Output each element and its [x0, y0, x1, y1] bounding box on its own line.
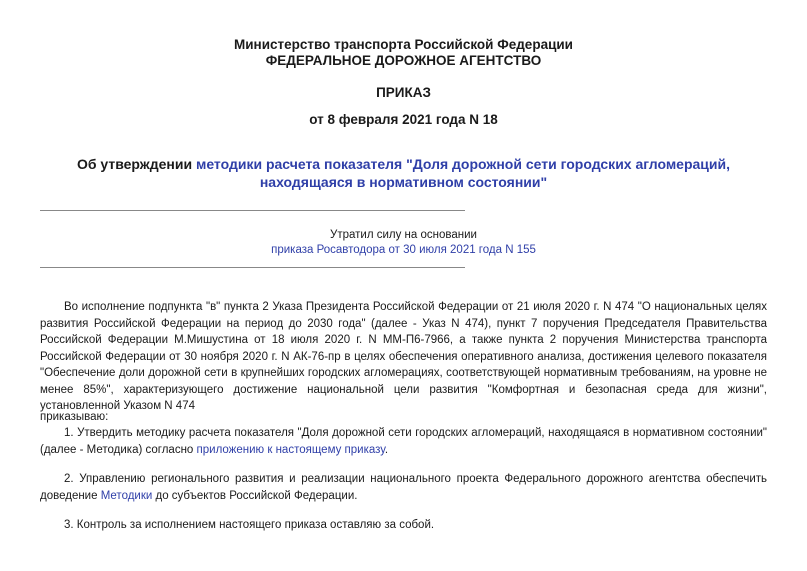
title-methodology-link[interactable]: методики расчета показателя "Доля дорожной сети городских агломераций, находящаяся в нормативном состоянии" — [195, 156, 731, 190]
preamble-paragraph: Во исполнение подпункта "в" пункта 2 Указа Президента Российской Федерации от 21 июля 2020 г. N 474 "О национальных целях развития Российской Федерации на период до 2030 года" (далее - Указ N 474), пункт 7 поручения Председателя Правительства Российской Федерации М.Мишустина от 18 июля 2020 г. N ММ-П6-7966, а также пункта 2 поручения Министерства транспорта Российской Федерации от 30 ноября 2020 г. N АК-76-пр в целях обеспечения оперативного анализа, достижения целевого показателя "Обеспечение доли дорожной сети в крупнейших городских агломерациях, соответствующей нормативным требованиям, на уровне не менее 85%", характеризующего достижение национальной цели развития "Комфортная и безопасная среда для жизни", установленной Указом N 474 — [40, 301, 767, 412]
document-type: ПРИКАЗ — [376, 85, 431, 100]
title-prefix: Об утверждении — [76, 156, 196, 172]
appendix-link[interactable]: приложению к настоящему приказу — [196, 443, 385, 456]
item-1-text: 1. Утвердить методику расчета показателя "Доля дорожной сети городских агломераций, находящаяся в нормативном состоянии" (далее - Методика) согласно — [40, 427, 767, 456]
document-date-number: от 8 февраля 2021 года N 18 — [309, 112, 498, 127]
item-3: 3. Контроль за исполнением настоящего приказа оставляю за собой. — [64, 519, 435, 531]
divider-bottom — [40, 267, 465, 268]
status-text: Утратил силу на основании — [330, 229, 477, 241]
divider-top — [40, 210, 465, 211]
item-2-end: до субъектов Российской Федерации. — [152, 489, 358, 502]
item-2-text: 2. Управлению регионального развития и реализации национального проекта Федерального дорожного агентства обеспечить доведение — [40, 473, 767, 502]
order-word: приказываю: — [40, 411, 109, 423]
item-2 — [40, 471, 767, 504]
document-title — [30, 155, 777, 191]
item-1-end: . — [384, 443, 389, 456]
item-1 — [40, 425, 767, 458]
methodology-link[interactable]: Методики — [100, 489, 153, 502]
ministry-name: Министерство транспорта Российской Федерации — [234, 37, 573, 52]
agency-name: ФЕДЕРАЛЬНОЕ ДОРОЖНОЕ АГЕНТСТВО — [265, 53, 542, 68]
status-repeal-link[interactable]: приказа Росавтодора от 30 июля 2021 года N 155 — [271, 244, 536, 256]
